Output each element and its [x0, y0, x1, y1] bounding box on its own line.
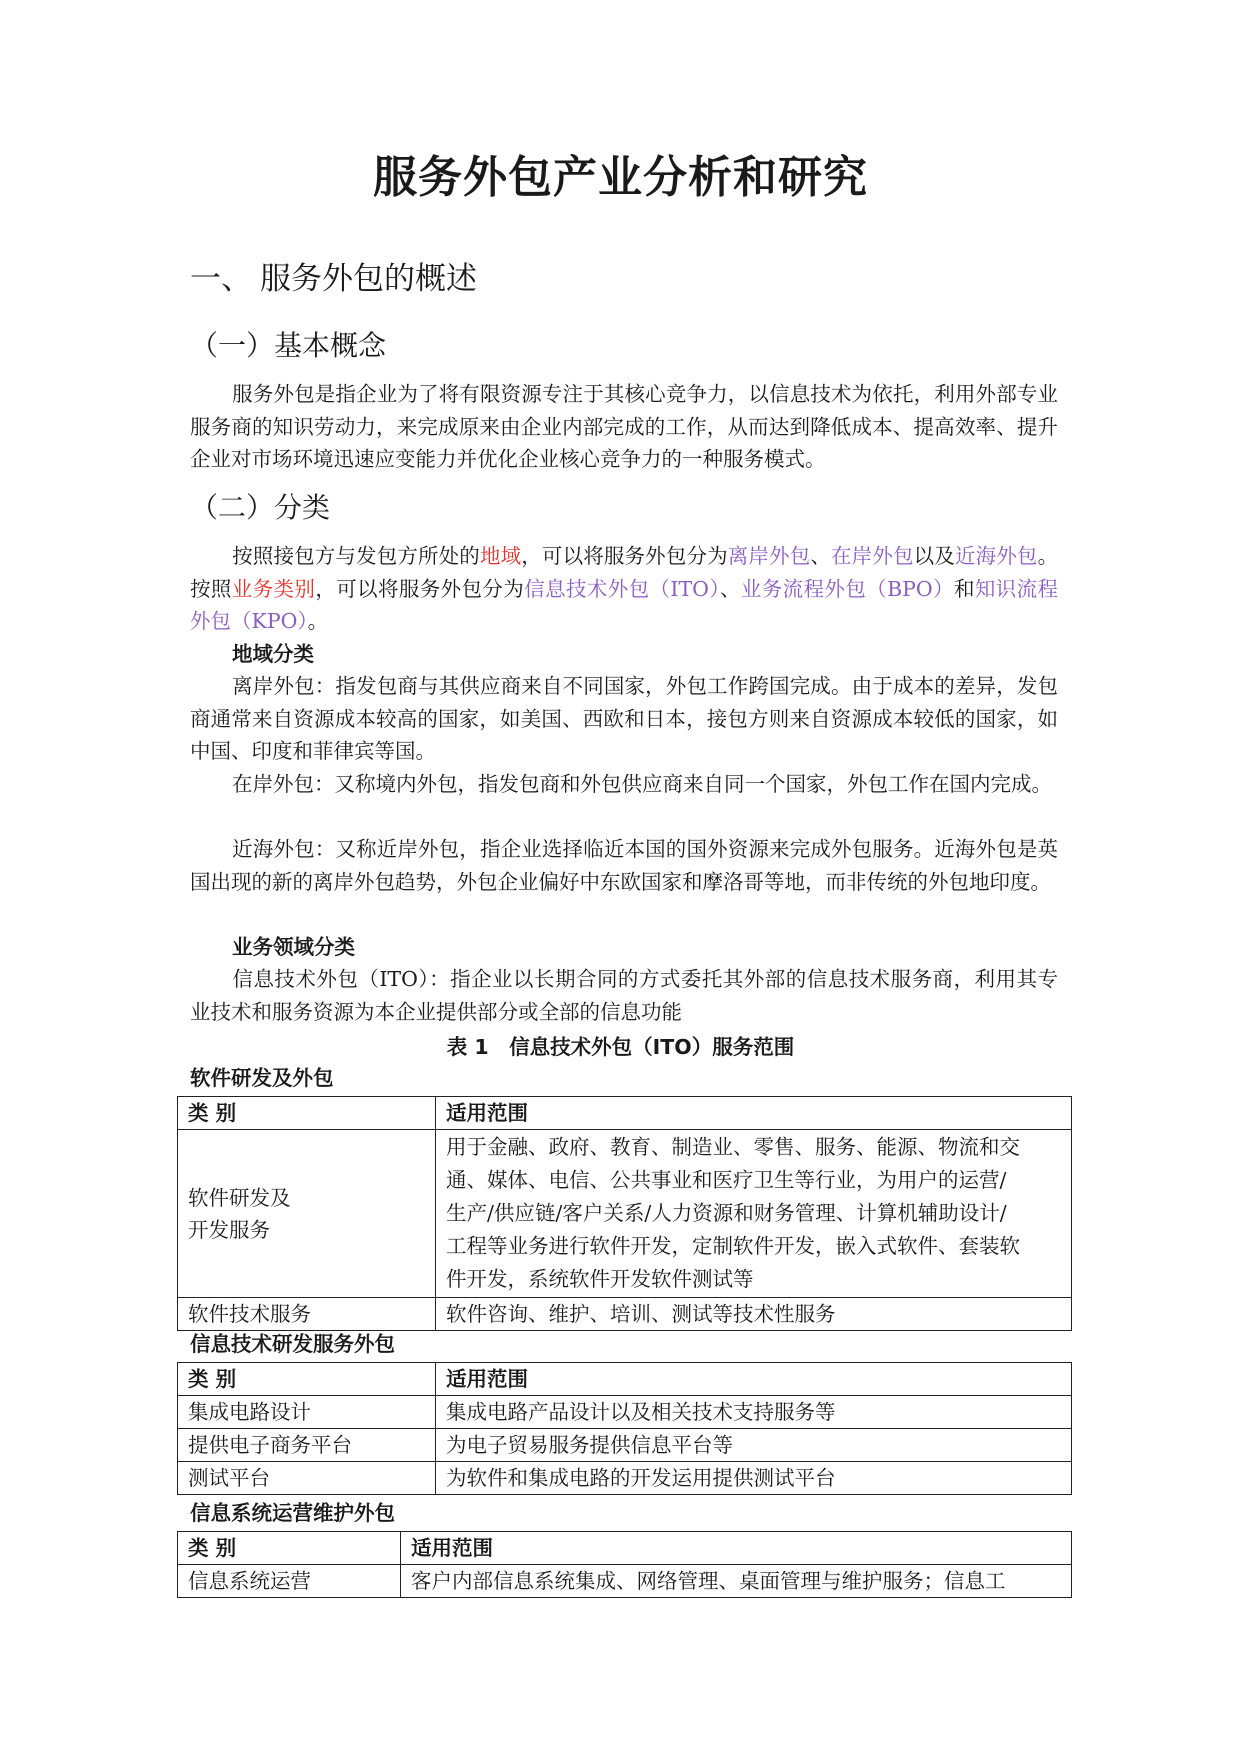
- text-run: 、: [719, 576, 741, 601]
- table-row: [178, 1565, 1072, 1598]
- highlight-business-type: 业务类别: [231, 576, 316, 601]
- table-header-row: [178, 1363, 1072, 1396]
- highlight-onshore: 在岸外包: [831, 544, 914, 568]
- paragraph-text: 服务外包是指企业为了将有限资源专注于其核心竞争力，以信息技术为依托，利用外部专业服务商的知识劳动力，来完成原来由企业内部完成的工作，从而达到降低成本、提高效率、提升企业对市场环境迅速应变能力并优化企业核心竞争力的一种服务模式。: [190, 382, 1058, 471]
- scope-line: 工程等业务进行软件开发，定制软件开发，嵌入式软件、套装软: [446, 1234, 1020, 1258]
- cell-scope: 客户内部信息系统集成、网络管理、桌面管理与维护服务；信息工: [401, 1565, 1072, 1598]
- table-row: [178, 1130, 1072, 1298]
- table-software-dev: [177, 1096, 1072, 1331]
- cell-scope: 为软件和集成电路的开发运用提供测试平台: [436, 1462, 1072, 1495]
- scope-line: 用于金融、政府、教育、制造业、零售、服务、能源、物流和交: [446, 1135, 1020, 1159]
- header-category: 类 别: [178, 1363, 436, 1396]
- scope-line: 生产/供应链/客户关系/人力资源和财务管理、计算机辅助设计/: [446, 1201, 1007, 1225]
- table-section-label: 信息系统运营维护外包: [190, 1501, 395, 1525]
- text-run: ，可以将服务外包分为: [521, 544, 728, 568]
- highlight-bpo: 业务流程外包（BPO）: [740, 576, 955, 601]
- table-row: [178, 1462, 1072, 1495]
- highlight-region: 地域: [479, 544, 522, 568]
- text-run: 和: [954, 576, 975, 601]
- cell-scope: 集成电路产品设计以及相关技术支持服务等: [436, 1396, 1072, 1429]
- table-header-row: [178, 1532, 1072, 1565]
- category-line: 软件研发及: [188, 1185, 291, 1210]
- paragraph-text: 离岸外包：指发包商与其供应商来自不同国家，外包工作跨国完成。由于成本的差异，发包商通常来自资源成本较高的国家，如美国、西欧和日本，接包方则来自资源成本较低的国家，如中国、印度和菲律宾等国。: [190, 674, 1058, 763]
- subsection-heading-basic-concept: （一）基本概念: [190, 329, 387, 362]
- document-title: 服务外包产业分析和研究: [373, 152, 868, 203]
- text-run: 、: [810, 544, 832, 568]
- table-header-row: [178, 1097, 1072, 1130]
- region-classification-label: 地域分类: [232, 642, 314, 666]
- table-caption: 表 1 信息技术外包（ITO）服务范围: [446, 1035, 795, 1059]
- cell-category: 信息系统运营: [178, 1565, 401, 1598]
- paragraph-text: 在岸外包：又称境内外包，指发包商和外包供应商来自同一个国家，外包工作在国内完成。: [232, 772, 1052, 796]
- subsection-heading-classification: （二）分类: [190, 491, 331, 524]
- cell-category: [178, 1130, 436, 1298]
- highlight-nearshore: 近海外包: [954, 544, 1038, 568]
- category-line: 开发服务: [188, 1217, 270, 1242]
- table-section-label: 软件研发及外包: [190, 1066, 334, 1090]
- text-run: 按照接包方与发包方所处的: [232, 544, 480, 568]
- highlight-offshore: 离岸外包: [727, 544, 811, 568]
- table-section-label: 信息技术研发服务外包: [190, 1332, 395, 1356]
- table-row: [178, 1396, 1072, 1429]
- scope-line: 件开发，系统软件开发软件测试等: [446, 1267, 754, 1291]
- header-scope: 适用范围: [401, 1532, 1072, 1565]
- cell-category: 测试平台: [178, 1462, 436, 1495]
- paragraph-ito: [190, 963, 1058, 1028]
- table-row: [178, 1298, 1072, 1331]
- header-category: 类 别: [178, 1532, 401, 1565]
- highlight-kpo: 知识流程外包（KPO）: [190, 576, 1059, 633]
- business-classification-label: 业务领域分类: [232, 935, 355, 959]
- paragraph-classification: [190, 540, 1058, 638]
- scope-line: 通、媒体、电信、公共事业和医疗卫生等行业，为用户的运营/: [446, 1168, 1007, 1192]
- header-scope: 适用范围: [436, 1363, 1072, 1396]
- header-scope: 适用范围: [436, 1097, 1072, 1130]
- paragraph-offshore: [190, 670, 1058, 768]
- text-run: 。按照: [190, 544, 1059, 601]
- text-run: ，可以将服务外包分为: [315, 576, 525, 601]
- paragraph-text: 近海外包：又称近岸外包，指企业选择临近本国的国外资源来完成外包服务。近海外包是英国出现的新的离岸外包趋势，外包企业偏好中东欧国家和摩洛哥等地，而非传统的外包地印度。: [190, 837, 1058, 894]
- paragraph-basic-concept: [190, 378, 1058, 476]
- table-it-rd: [177, 1362, 1072, 1495]
- text-run: 以及: [913, 544, 955, 568]
- text-run: 。: [307, 609, 329, 633]
- paragraph-onshore: [190, 768, 1058, 801]
- header-category: 类 别: [178, 1097, 436, 1130]
- cell-category: 软件技术服务: [178, 1298, 436, 1331]
- cell-scope: 为电子贸易服务提供信息平台等: [436, 1429, 1072, 1462]
- cell-category: 提供电子商务平台: [178, 1429, 436, 1462]
- paragraph-text: 信息技术外包（ITO）：指企业以长期合同的方式委托其外部的信息技术服务商，利用其专业技术和服务资源为本企业提供部分或全部的信息功能: [190, 967, 1058, 1024]
- section-number: 一、: [190, 261, 252, 297]
- paragraph-nearshore: [190, 833, 1058, 898]
- cell-category: 集成电路设计: [178, 1396, 436, 1429]
- table-row: [178, 1429, 1072, 1462]
- highlight-ito: 信息技术外包（ITO）: [524, 576, 720, 601]
- cell-scope: [436, 1130, 1072, 1298]
- cell-scope: 软件咨询、维护、培训、测试等技术性服务: [436, 1298, 1072, 1331]
- table-is-operations: [177, 1531, 1072, 1598]
- section-title: 服务外包的概述: [260, 261, 477, 297]
- section-heading-1: [190, 258, 477, 300]
